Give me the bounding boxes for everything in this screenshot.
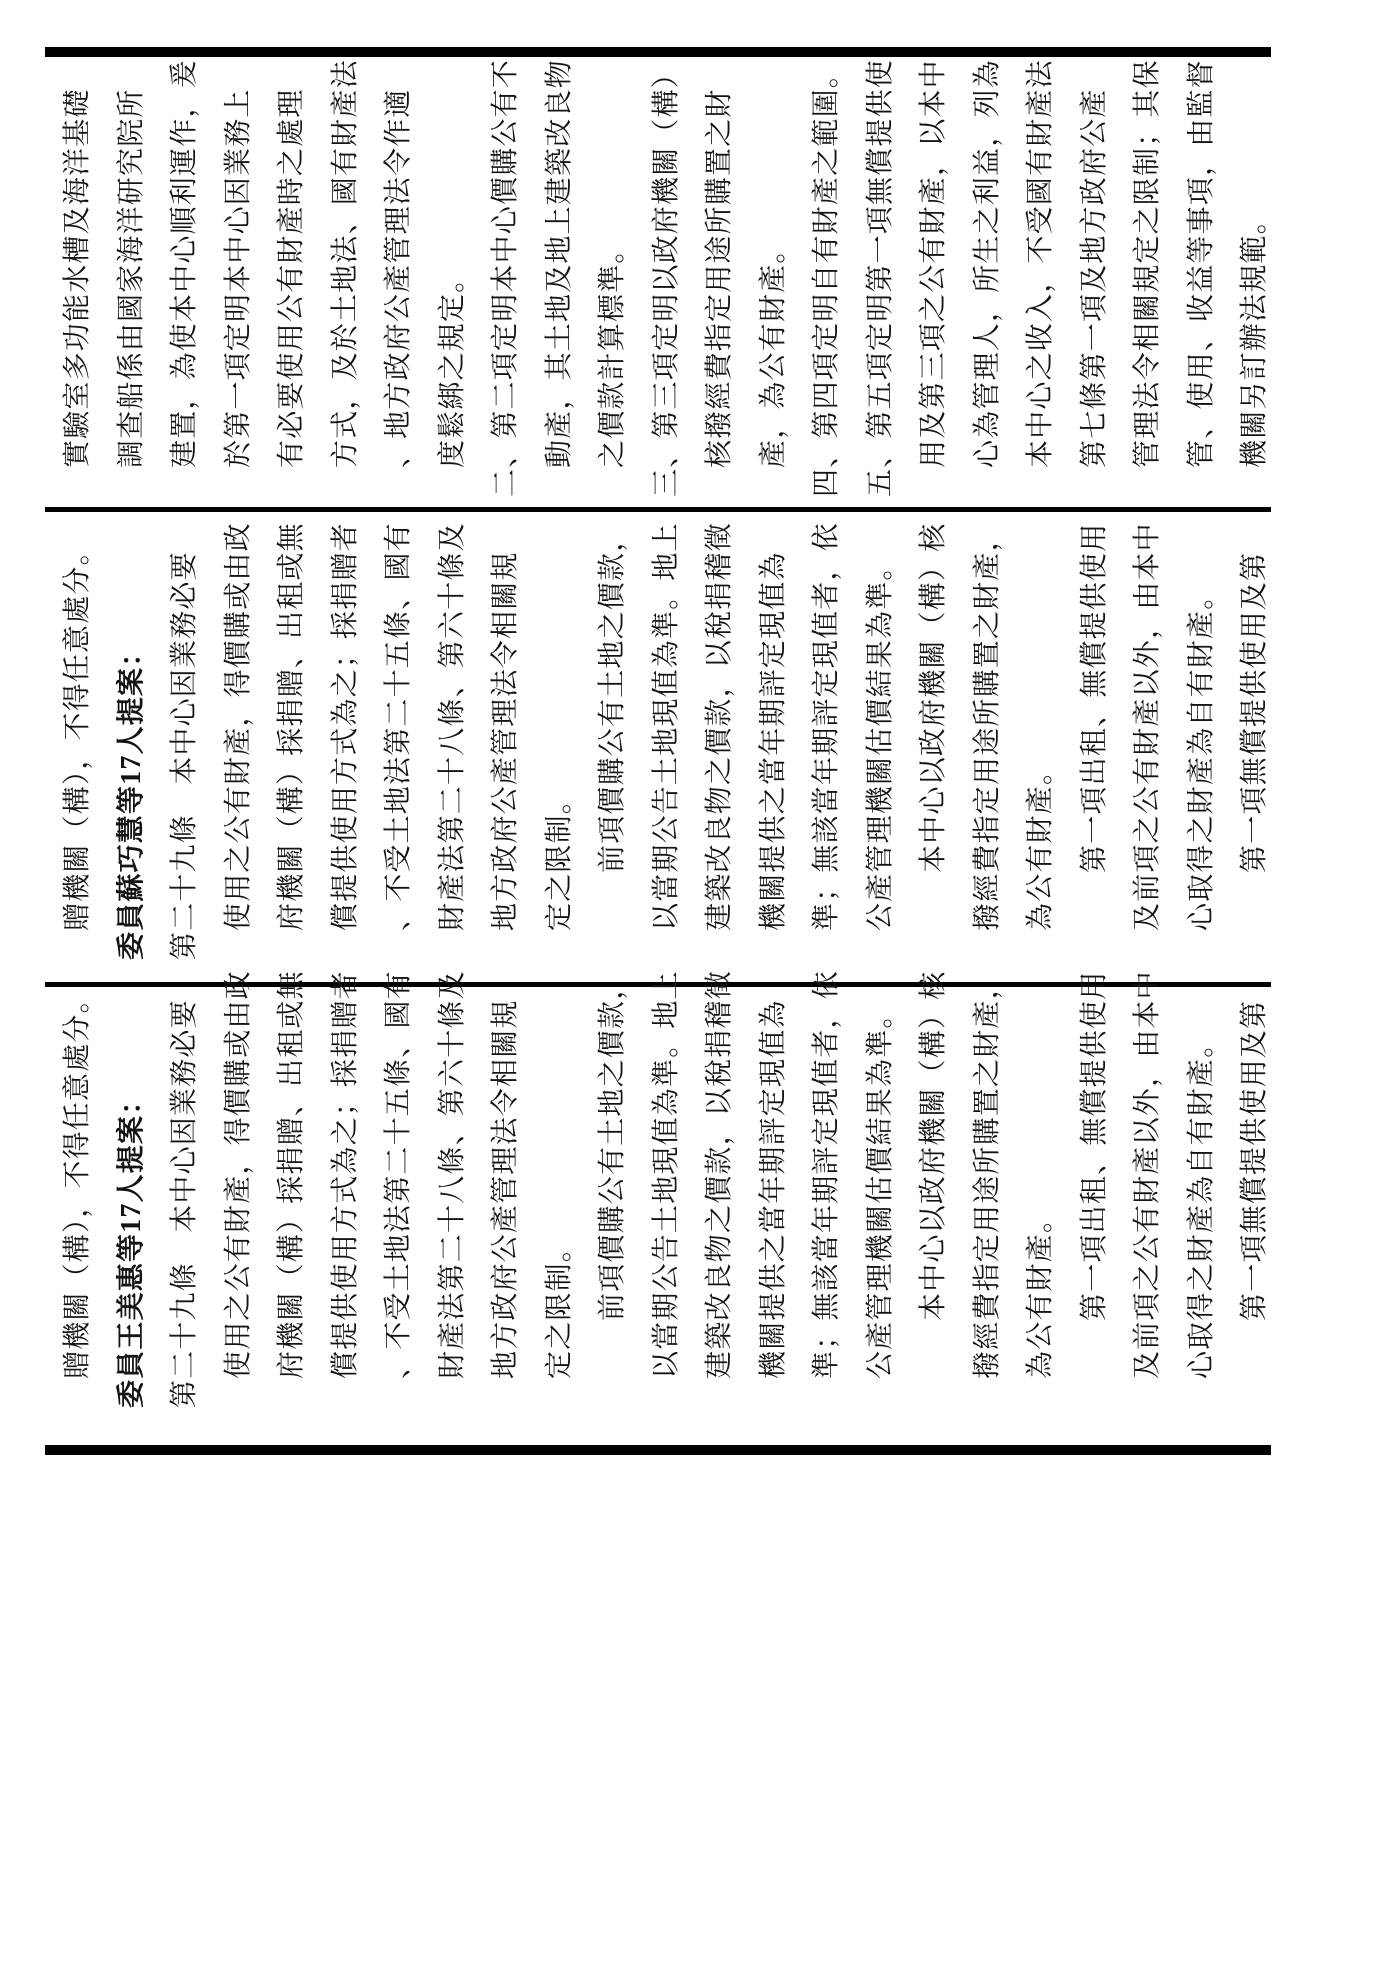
text-line: 二、第二項定明本中心價購公有不 — [490, 58, 521, 497]
text-line: 機關提供之當年期評定現值為 — [757, 999, 789, 1379]
text-line: 調查船係由國家海洋研究院所 — [115, 88, 147, 468]
text-line: 使用之公有財產，得價購或由政 — [222, 522, 254, 931]
text-line: 本中心以政府機關（構）核 — [918, 970, 949, 1321]
text-line: 機關提供之當年期評定現值為 — [757, 551, 789, 931]
text-line: 公產管理機關估價結果為準。 — [864, 551, 896, 931]
text-line: 建築改良物之價款，以稅捐稽徵 — [704, 522, 735, 931]
text-line: 心取得之財產為自有財產。 — [1185, 1028, 1217, 1379]
text-line: 實驗室多功能水槽及海洋基礎 — [62, 88, 93, 468]
text-line: 公產管理機關估價結果為準。 — [864, 999, 896, 1379]
text-line: 五、第五項定明第一項無償提供使 — [864, 58, 896, 497]
text-line: 財產法第二十八條、第六十條及 — [436, 522, 468, 931]
text-line: 產，為公有財產。 — [757, 234, 789, 468]
text-line: 為公有財產。 — [1025, 1203, 1056, 1379]
text-line: 第一項出租、無償提供使用 — [1078, 522, 1110, 873]
text-line: 本中心以政府機關（構）核 — [918, 522, 949, 873]
text-line: 前項價購公有土地之價款， — [597, 970, 628, 1321]
text-line: 以當期公告土地現值為準。地上 — [650, 522, 682, 931]
text-line: 機關另訂辦法規範。 — [1239, 205, 1270, 468]
text-line: 核撥經費指定用途所購置之財 — [704, 88, 735, 468]
text-line: 心為管理人，所生之利益，列為 — [971, 59, 1003, 468]
text-line: 財產法第二十八條、第六十條及 — [436, 970, 468, 1379]
text-line: 贈機關（構），不得任意處分。 — [62, 536, 93, 931]
text-line: 第二十九條 本中心因業務必要 — [169, 551, 200, 960]
proposal-header-line: 委員王美惠等17人提案： — [115, 1085, 147, 1408]
text-line: 地方政府公產管理法令相關規 — [490, 551, 521, 931]
text-line: 贈機關（構），不得任意處分。 — [62, 984, 93, 1379]
text-line: 建築改良物之價款，以稅捐稽徵 — [704, 970, 735, 1379]
text-line: 用及第三項之公有財產，以本中 — [918, 59, 949, 468]
text-line: 地方政府公產管理法令相關規 — [490, 999, 521, 1379]
text-line: 、不受土地法第二十五條、國有 — [383, 522, 414, 931]
proposal-wang-mei-hui-column — [51, 968, 1282, 1408]
text-line: 動產，其土地及地上建築改良物 — [543, 59, 575, 468]
text-line: 有必要使用公有財產時之處理 — [276, 88, 307, 468]
text-line: 三、第三項定明以政府機關（構） — [650, 58, 682, 497]
text-line: 第一項無償提供使用及第 — [1239, 551, 1270, 873]
text-line: 、地方政府公產管理法令作適 — [383, 88, 414, 468]
table-border-left — [45, 1445, 1271, 1455]
text-line: 定之限制。 — [543, 1232, 575, 1379]
text-line: 及前項之公有財產以外，由本中 — [1132, 970, 1163, 1379]
text-line: 撥經費指定用途所購置之財產， — [971, 970, 1003, 1379]
text-line: 府機關（構）採捐贈、出租或無 — [276, 970, 307, 1379]
text-line: 管、使用、收益等事項，由監督 — [1185, 59, 1217, 468]
text-line: 準；無該當年期評定現值者，依 — [811, 522, 842, 931]
text-line: 四、第四項定明自有財產之範圍。 — [811, 58, 842, 497]
text-line: 第七條第一項及地方政府公產 — [1078, 88, 1110, 468]
proposal-su-chiao-hui-column — [51, 520, 1282, 960]
column-separator-1 — [45, 507, 1271, 512]
text-line: 使用之公有財產，得價購或由政 — [222, 970, 254, 1379]
text-line: 第二十九條 本中心因業務必要 — [169, 999, 200, 1408]
text-line: 、不受土地法第二十五條、國有 — [383, 970, 414, 1379]
text-line: 撥經費指定用途所購置之財產， — [971, 522, 1003, 931]
text-line: 第一項無償提供使用及第 — [1239, 999, 1270, 1321]
text-line: 於第一項定明本中心因業務上 — [222, 88, 254, 468]
text-line: 定之限制。 — [543, 784, 575, 931]
text-line: 建置，為使本中心順利運作，爰 — [169, 59, 200, 468]
text-line: 方式，及於土地法、國有財產法 — [329, 59, 361, 468]
text-line: 為公有財產。 — [1025, 755, 1056, 931]
text-line: 本中心之收入，不受國有財產法 — [1025, 59, 1056, 468]
text-line: 度鬆綁之規定。 — [436, 263, 468, 468]
text-line: 前項價購公有土地之價款， — [597, 522, 628, 873]
explanation-column — [51, 45, 1282, 497]
text-line: 及前項之公有財產以外，由本中 — [1132, 522, 1163, 931]
proposal-header-line: 委員蘇巧慧等17人提案： — [115, 637, 147, 960]
text-line: 準；無該當年期評定現值者，依 — [811, 970, 842, 1379]
text-line: 管理法令相關規定之限制；其保 — [1132, 59, 1163, 468]
text-line: 償提供使用方式為之；採捐贈者 — [329, 970, 361, 1379]
text-line: 府機關（構）採捐贈、出租或無 — [276, 522, 307, 931]
text-line: 償提供使用方式為之；採捐贈者 — [329, 522, 361, 931]
text-line: 第一項出租、無償提供使用 — [1078, 970, 1110, 1321]
text-line: 之價款計算標準。 — [597, 234, 628, 468]
text-line: 以當期公告土地現值為準。地上 — [650, 970, 682, 1379]
text-line: 心取得之財產為自有財產。 — [1185, 580, 1217, 931]
